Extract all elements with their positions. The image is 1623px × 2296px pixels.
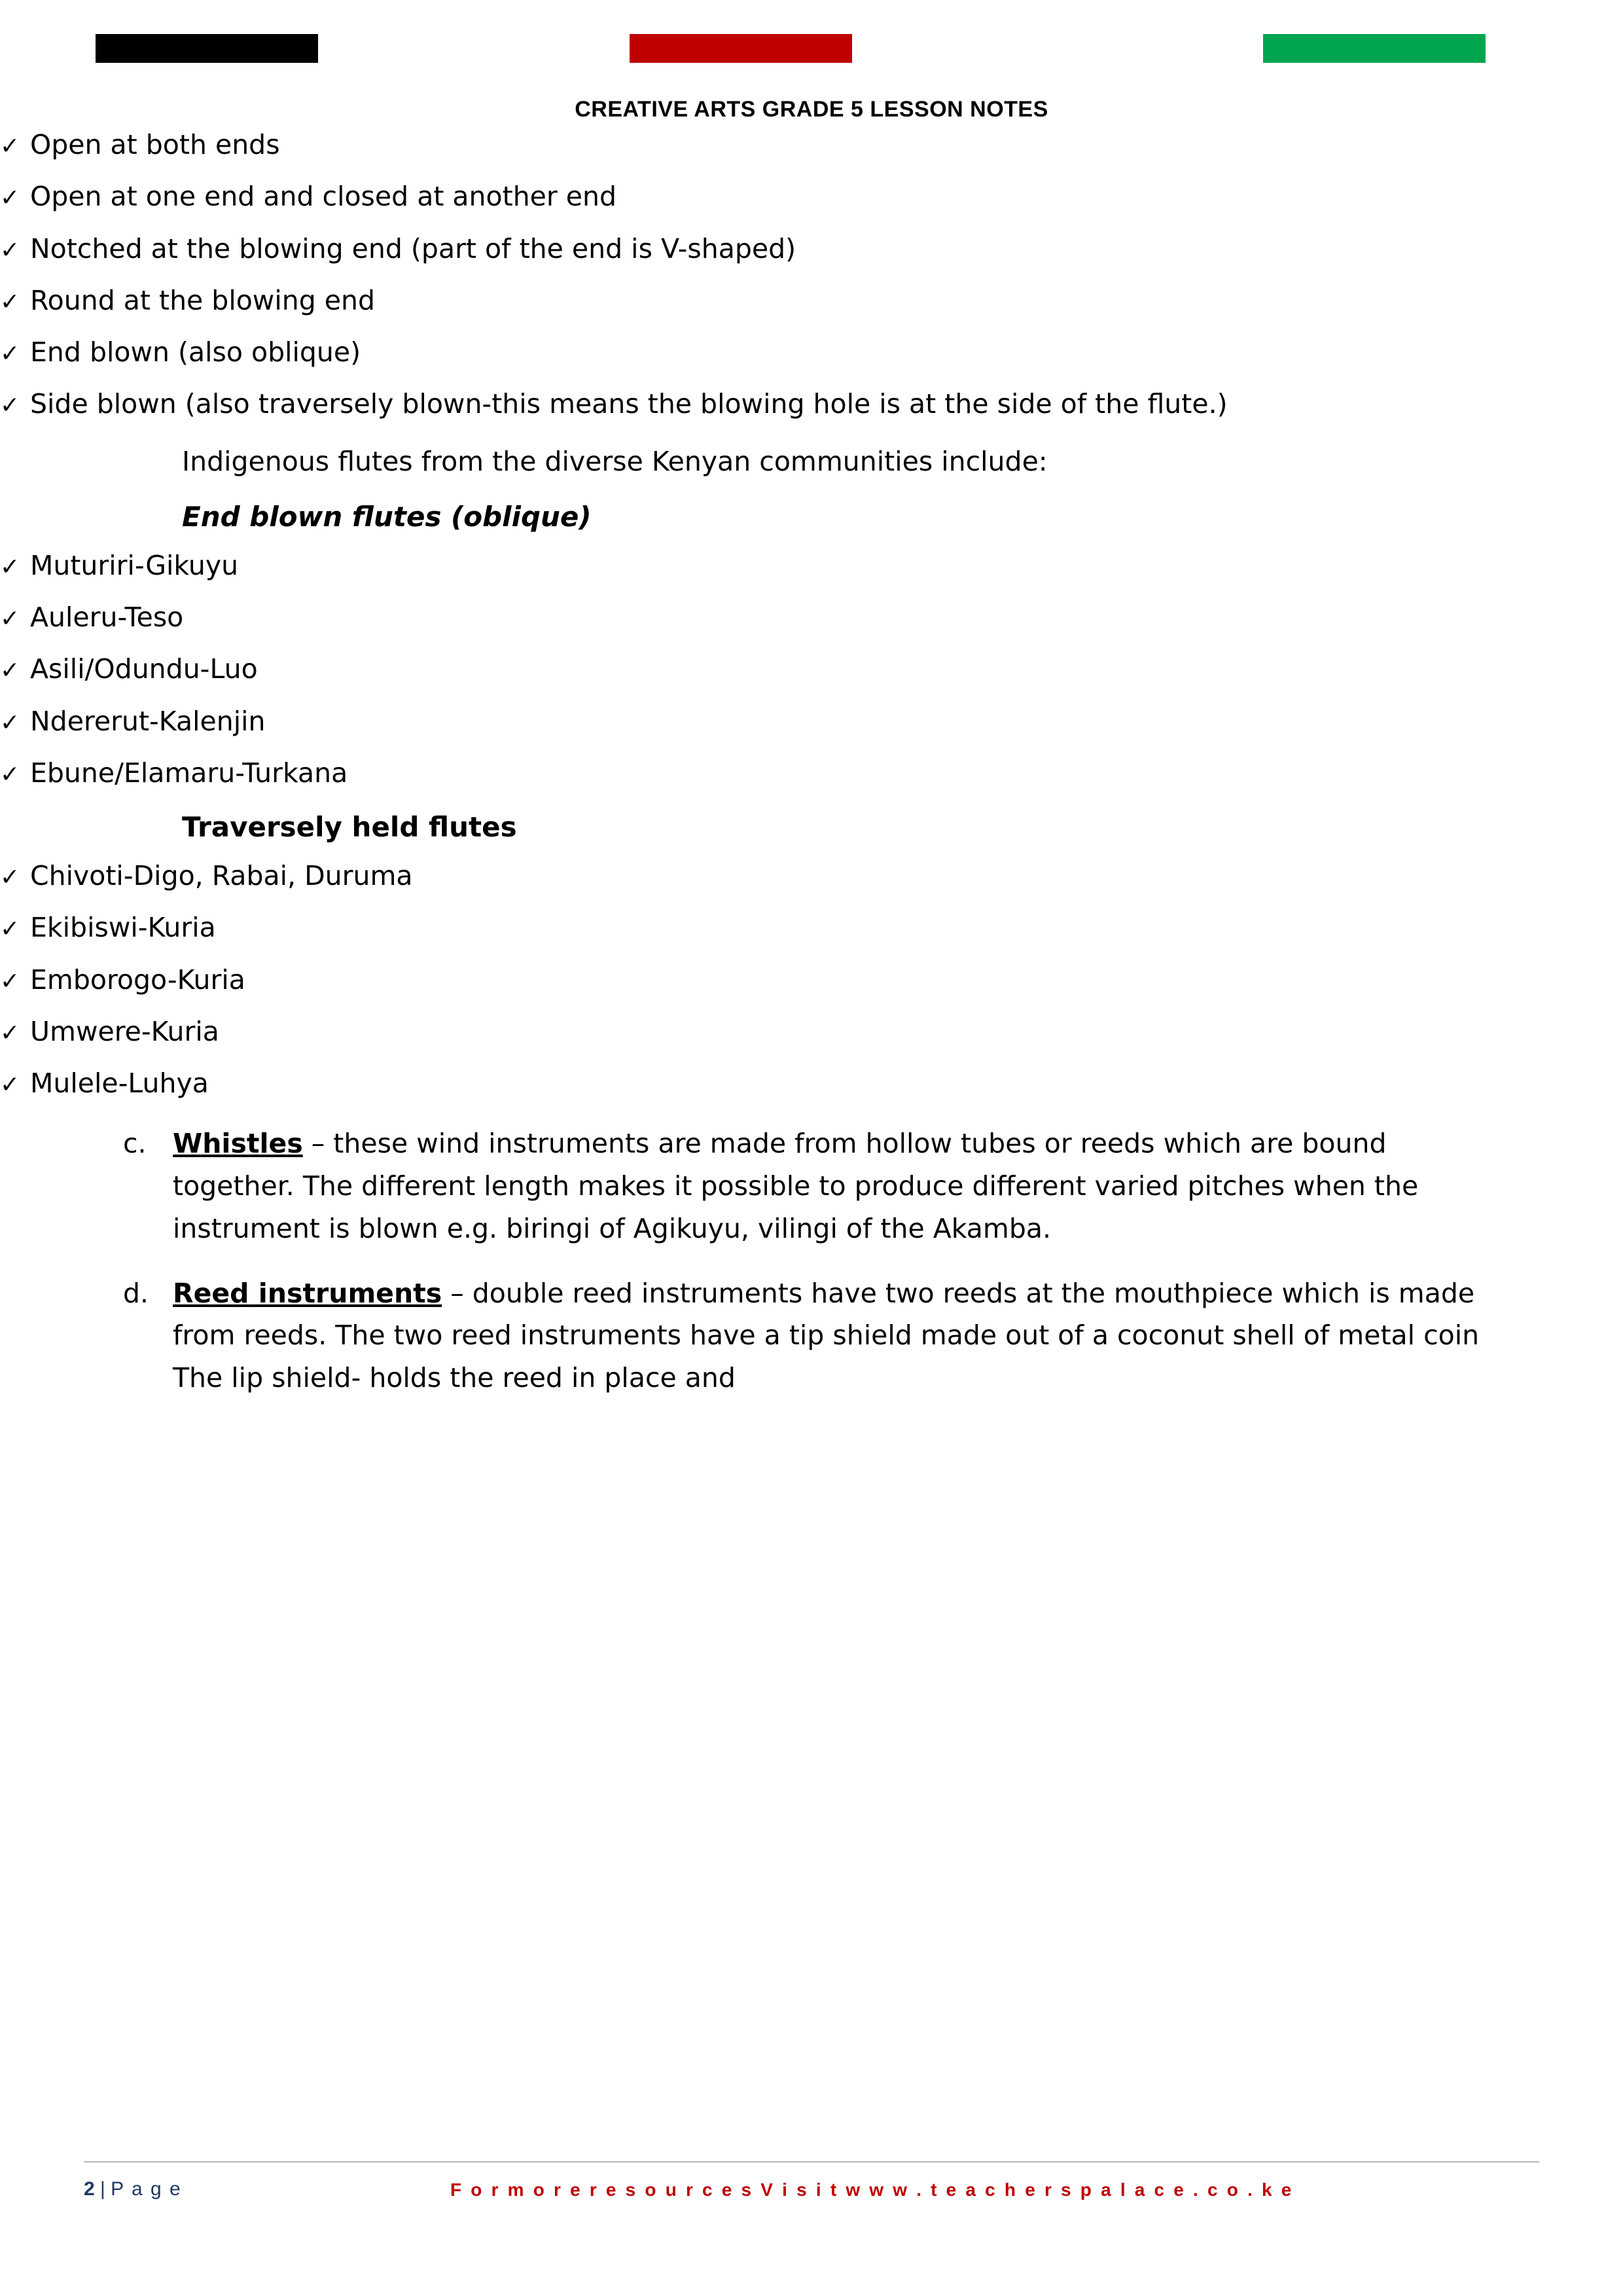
list-item (0, 601, 1623, 634)
list-item-label: End blown (also oblique) (30, 336, 361, 368)
list-item-label: Asili/Odundu-Luo (30, 653, 258, 685)
page-number (84, 2178, 182, 2200)
check-icon: ✓ (0, 709, 20, 736)
color-bar-green (1263, 34, 1486, 63)
header-color-bars (0, 34, 1623, 65)
check-icon: ✓ (0, 553, 20, 581)
list-item (0, 911, 1623, 944)
list-item (0, 180, 1623, 213)
check-icon: ✓ (0, 1071, 20, 1099)
end-blown-flutes-list (0, 549, 1623, 790)
list-item-label: Ndererut-Kalenjin (30, 705, 266, 737)
list-item (0, 387, 1623, 421)
list-item-label: Open at both ends (30, 129, 280, 160)
list-item (0, 1067, 1623, 1100)
list-item (0, 128, 1623, 162)
check-icon: ✓ (0, 340, 20, 367)
list-item-label: Emborogo-Kuria (30, 963, 245, 996)
check-icon: ✓ (0, 605, 20, 633)
end-blown-flutes-heading: End blown flutes (oblique) (182, 500, 592, 533)
term-whistles: Whistles (173, 1128, 303, 1160)
list-marker: c. (123, 1128, 147, 1160)
lettered-item-text: – double reed instruments have two reeds at the mouthpiece which is made from reeds. The two reed instruments have a tip shield made out of a coconut shell of metal coin The lip shield- holds the reed in place and (173, 1277, 1480, 1394)
list-item (0, 549, 1623, 583)
flute-features-list (0, 128, 1623, 422)
list-item (0, 705, 1623, 738)
term-reed-instruments: Reed instruments (173, 1277, 442, 1309)
color-bar-red (630, 34, 852, 63)
list-item (0, 653, 1623, 686)
list-item (0, 757, 1623, 790)
footer-resource-note: F o r m o r e r e s o u r c e s V i s i t w w w . t e a c h e r s p a l a c e . c o . k e (450, 2179, 1294, 2200)
list-item (0, 859, 1623, 893)
list-item (0, 1015, 1623, 1049)
list-item-label: Side blown (also traversely blown-this means the blowing hole is at the side of the flute.) (30, 388, 1228, 420)
list-item-label: Ekibiswi-Kuria (30, 912, 216, 944)
check-icon: ✓ (0, 392, 20, 420)
list-item-label: Muturiri-Gikuyu (30, 549, 239, 581)
check-icon: ✓ (0, 1019, 20, 1047)
footer-divider (84, 2161, 1539, 2162)
list-marker: d. (123, 1277, 149, 1309)
list-item-label: Round at the blowing end (30, 284, 376, 316)
document-title: CREATIVE ARTS GRADE 5 LESSON NOTES (575, 97, 1048, 122)
page-number-label: P a g e (111, 2178, 182, 2200)
check-icon: ✓ (0, 657, 20, 685)
lettered-item-d (123, 1272, 1491, 1399)
traversely-flutes-list (0, 859, 1623, 1100)
lettered-item-text: – these wind instruments are made from hollow tubes or reeds which are bound together. The different length makes it possible to produce different varied pitches when the instrument is blown e.g. biringi of Agikuyu, vilingi of the Akamba. (173, 1128, 1419, 1244)
intro-paragraph: Indigenous flutes from the diverse Kenyan communities include: (182, 445, 1048, 477)
page-footer (84, 2174, 1539, 2214)
document-body (0, 128, 1623, 1399)
check-icon: ✓ (0, 288, 20, 315)
check-icon: ✓ (0, 133, 20, 160)
list-item (0, 963, 1623, 997)
list-item (0, 284, 1623, 317)
list-item-label: Auleru-Teso (30, 601, 184, 634)
list-item-label: Umwere-Kuria (30, 1015, 219, 1047)
list-item-label: Mulele-Luhya (30, 1067, 209, 1100)
color-bar-black (96, 34, 318, 63)
check-icon: ✓ (0, 236, 20, 264)
check-icon: ✓ (0, 967, 20, 995)
page-number-value: 2 (84, 2178, 95, 2200)
check-icon: ✓ (0, 761, 20, 788)
list-item (0, 232, 1623, 266)
list-item-label: Open at one end and closed at another end (30, 181, 617, 213)
list-item-label: Ebune/Elamaru-Turkana (30, 757, 348, 789)
check-icon: ✓ (0, 864, 20, 891)
list-item-label: Notched at the blowing end (part of the end is V-shaped) (30, 232, 796, 264)
traversely-flutes-heading: Traversely held flutes (182, 811, 517, 844)
list-item (0, 336, 1623, 369)
check-icon: ✓ (0, 185, 20, 212)
list-item-label: Chivoti-Digo, Rabai, Duruma (30, 860, 413, 892)
lettered-item-c (123, 1122, 1491, 1249)
page-number-separator: | (100, 2178, 105, 2200)
check-icon: ✓ (0, 916, 20, 943)
